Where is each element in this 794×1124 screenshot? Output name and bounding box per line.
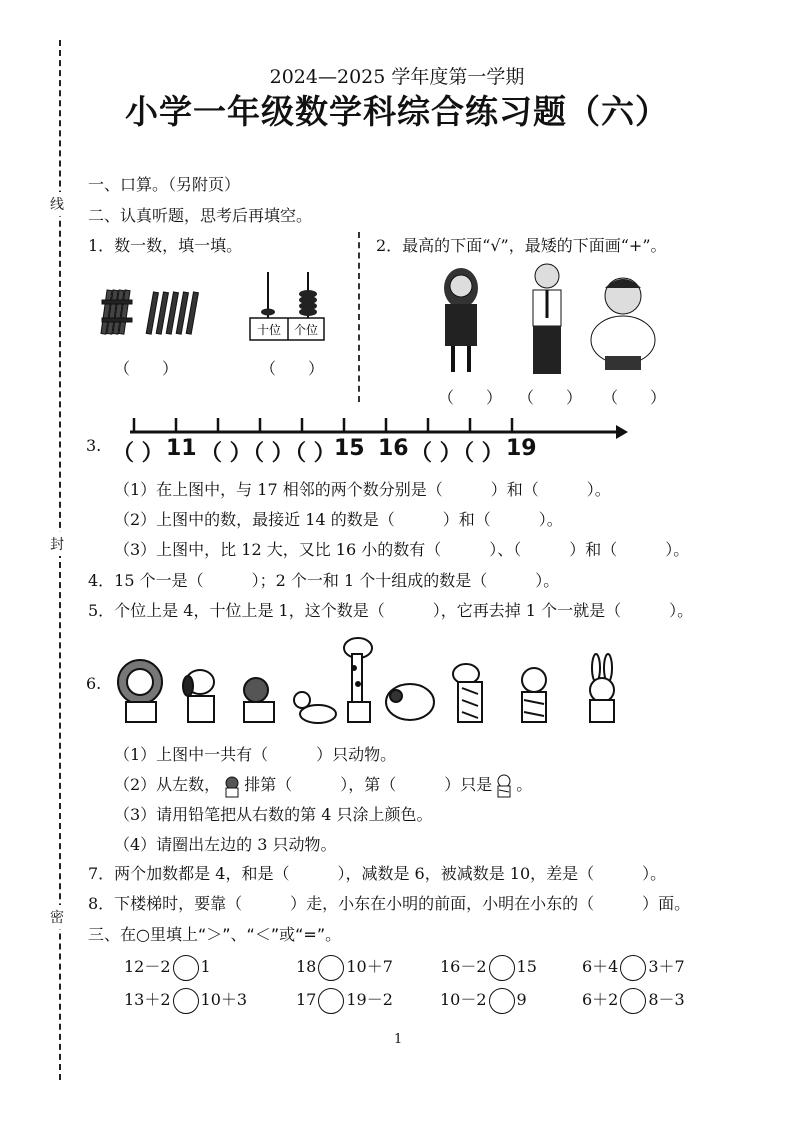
section-1-title: 一、口算。（另附页） bbox=[88, 175, 241, 194]
q5-text[interactable]: 5．个位上是 4，十位上是 1，这个数是（ ），它再去掉 1 个一就是（ ）。 bbox=[88, 601, 694, 620]
q6-sub4: （4）请圈出左边的 3 只动物。 bbox=[114, 835, 337, 854]
compare-circle[interactable] bbox=[489, 955, 515, 981]
margin-label-xian: 线 bbox=[50, 192, 64, 216]
compare-circle[interactable] bbox=[318, 955, 344, 981]
loose-sticks-icon bbox=[146, 292, 198, 334]
compare-item: 12－2 1 bbox=[124, 954, 211, 981]
arrow-right-icon bbox=[616, 425, 628, 439]
q6-number: 6. bbox=[86, 674, 102, 693]
q6-sub2-prefix: （2）从左数， bbox=[114, 775, 221, 794]
number-line-item[interactable]: （ ） bbox=[284, 441, 336, 466]
q8-text[interactable]: 8．下楼梯时，要靠（ ）走，小东在小明的前面，小明在小东的（ ）面。 bbox=[88, 894, 691, 913]
compare-circle[interactable] bbox=[620, 988, 646, 1014]
girl-figure-icon bbox=[444, 268, 478, 372]
column-divider bbox=[358, 232, 360, 402]
q2-blank-3[interactable]: （ ） bbox=[602, 388, 667, 407]
lion-icon bbox=[118, 660, 162, 722]
tiger-small-icon bbox=[492, 773, 516, 799]
q2-blank-1[interactable]: （ ） bbox=[438, 388, 503, 407]
sheep-icon bbox=[386, 684, 434, 720]
q3-sub3[interactable]: （3）上图中，比 12 大，又比 16 小的数有（ ）、（ ）和（ ）。 bbox=[114, 540, 690, 559]
animals-row bbox=[110, 624, 650, 730]
margin-label-feng: 封 bbox=[50, 532, 64, 556]
q6-sub2-middle[interactable]: 排第（ ），第（ ）只是 bbox=[244, 775, 493, 794]
q1-text: 1．数一数，填一填。 bbox=[88, 236, 243, 255]
q7-text[interactable]: 7．两个加数都是 4，和是（ ），减数是 6，被减数是 10，差是（ ）。 bbox=[88, 864, 667, 883]
cat-small-icon bbox=[220, 774, 244, 798]
compare-item: 10－2 9 bbox=[440, 987, 527, 1014]
q2-text: 2．最高的下面“√”，最矮的下面画“+”。 bbox=[376, 236, 667, 255]
number-line-item: 11 bbox=[166, 436, 197, 461]
abacus-label-ones: 个位 bbox=[293, 323, 319, 337]
number-line-item[interactable]: （ ） bbox=[200, 441, 252, 466]
number-line-item[interactable]: （ ） bbox=[242, 441, 294, 466]
q1-blank-a[interactable]: （ ） bbox=[114, 359, 179, 378]
number-line-item: 15 bbox=[334, 436, 365, 461]
q4-text[interactable]: 4．15 个一是（ ）；2 个一和 1 个十组成的数是（ ）。 bbox=[88, 571, 560, 590]
compare-item: 6＋2 8－3 bbox=[582, 987, 685, 1014]
compare-circle[interactable] bbox=[318, 988, 344, 1014]
compare-circle[interactable] bbox=[173, 955, 199, 981]
number-line-item[interactable]: （ ） bbox=[452, 441, 504, 466]
section-3-title: 三、在○里填上“＞”、“＜”或“=”。 bbox=[88, 925, 342, 944]
q2-blank-2[interactable]: （ ） bbox=[518, 388, 583, 407]
man-figure-icon bbox=[533, 264, 561, 374]
duck-icon bbox=[294, 692, 336, 723]
q3-number: 3. bbox=[86, 436, 102, 455]
number-line-item: 16 bbox=[378, 436, 409, 461]
dog-icon bbox=[183, 670, 214, 722]
zebra-icon bbox=[453, 664, 482, 722]
number-line-item[interactable]: （ ） bbox=[112, 441, 164, 466]
q3-sub2[interactable]: （2）上图中的数，最接近 14 的数是（ ）和（ ）。 bbox=[114, 510, 563, 529]
q6-sub1[interactable]: （1）上图中一共有（ ）只动物。 bbox=[114, 745, 397, 764]
compare-item: 13＋2 10＋3 bbox=[124, 987, 247, 1014]
q6-sub3: （3）请用铅笔把从右数的第 4 只涂上颜色。 bbox=[114, 805, 433, 824]
sticks-bundle-illustration bbox=[98, 284, 208, 344]
rabbit-icon bbox=[590, 654, 614, 722]
compare-item: 17 19－2 bbox=[296, 987, 393, 1014]
section-2-title: 二、认真听题，思考后再填空。 bbox=[88, 206, 313, 225]
q3-sub1[interactable]: （1）在上图中，与 17 相邻的两个数分别是（ ）和（ ）。 bbox=[114, 480, 611, 499]
page-title: 小学一年级数学科综合练习题（六） bbox=[125, 92, 669, 131]
q6-sub2-suffix: 。 bbox=[516, 775, 533, 794]
compare-item: 16－2 15 bbox=[440, 954, 537, 981]
compare-circle[interactable] bbox=[620, 955, 646, 981]
term-heading: 2024—2025 学年度第一学期 bbox=[269, 66, 525, 88]
number-line-item[interactable]: （ ） bbox=[410, 441, 462, 466]
abacus-label-tens: 十位 bbox=[256, 323, 282, 337]
margin-label-mi: 密 bbox=[50, 905, 64, 929]
q1-blank-b[interactable]: （ ） bbox=[260, 359, 325, 378]
compare-item: 6＋4 3＋7 bbox=[582, 954, 685, 981]
cat-icon bbox=[244, 678, 274, 722]
page-number: 1 bbox=[394, 1032, 403, 1047]
abacus-icon bbox=[248, 268, 328, 346]
stick-bundle-icon bbox=[101, 290, 132, 334]
compare-circle[interactable] bbox=[489, 988, 515, 1014]
boy-figure-icon bbox=[591, 278, 655, 370]
number-line-item: 19 bbox=[506, 436, 537, 461]
tiger-icon bbox=[522, 668, 546, 722]
people-illustration bbox=[425, 258, 675, 382]
giraffe-icon bbox=[344, 638, 372, 722]
compare-item: 18 10＋7 bbox=[296, 954, 393, 981]
compare-circle[interactable] bbox=[173, 988, 199, 1014]
q6-sub2 bbox=[114, 772, 532, 799]
